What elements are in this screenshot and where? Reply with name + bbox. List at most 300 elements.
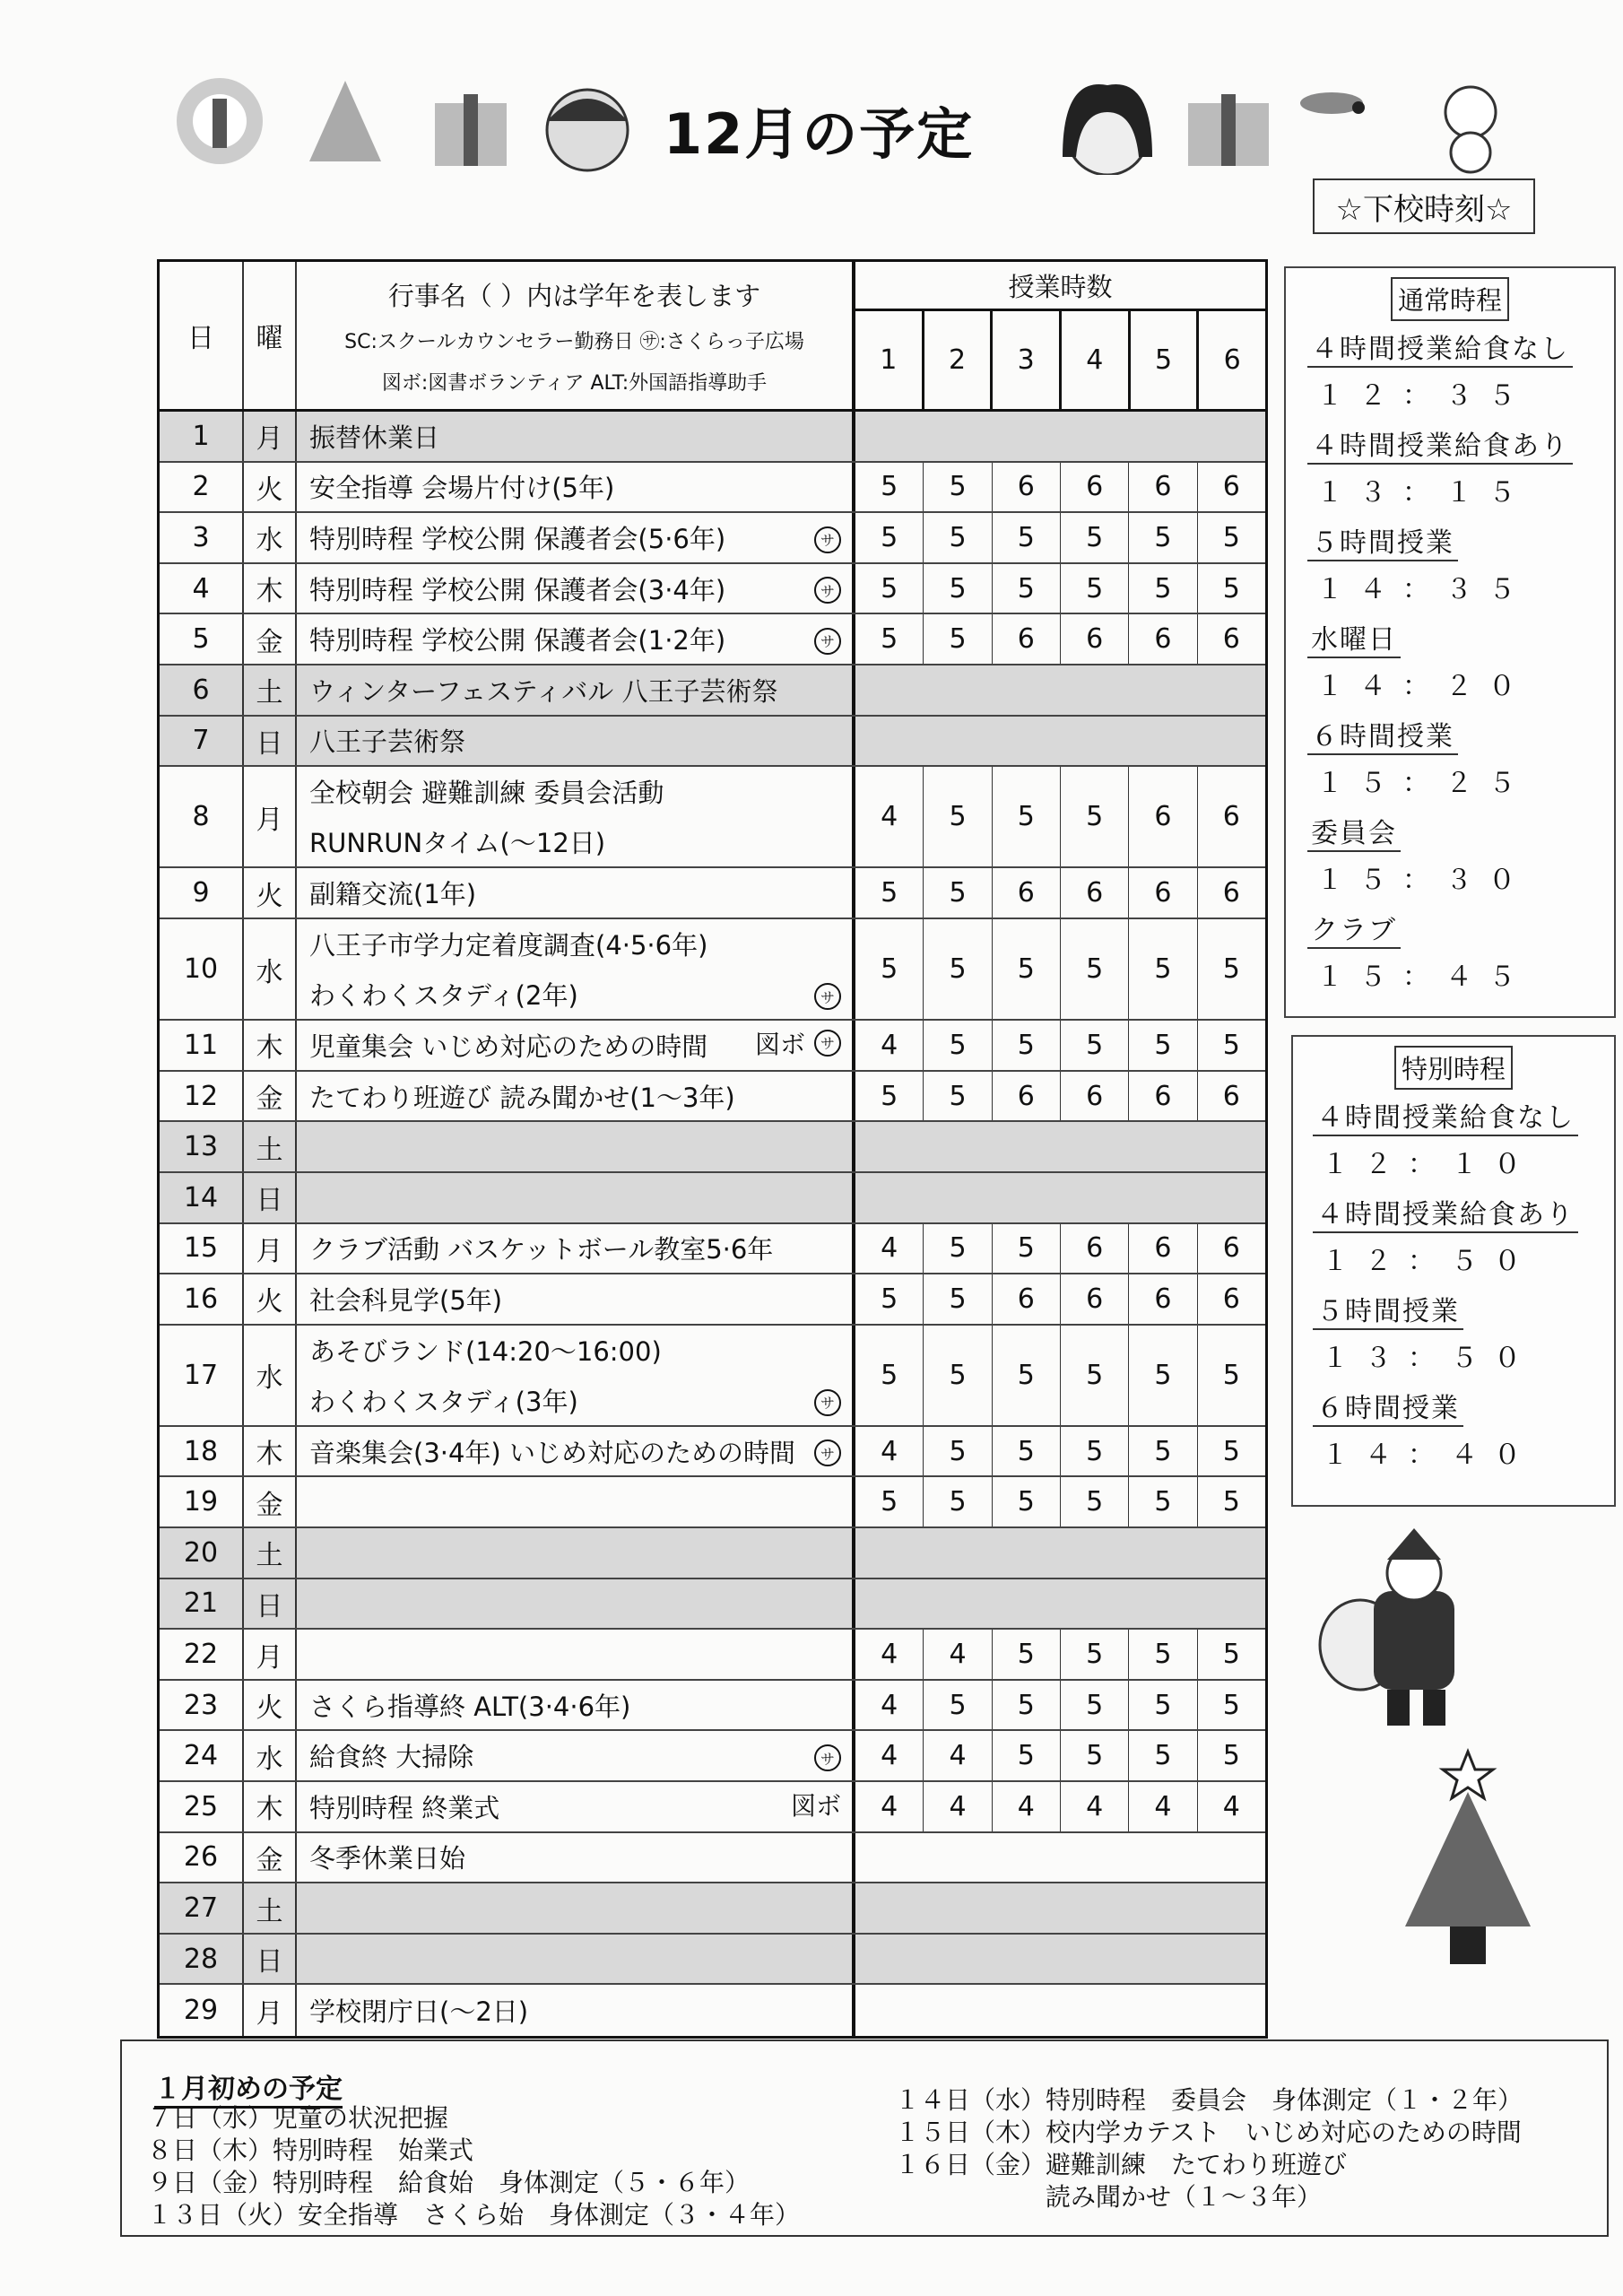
weekday-cell: 月 <box>244 412 297 461</box>
event-text: 冬季休業日始 <box>309 1843 466 1874</box>
library-volunteer-mark: 図ボ <box>754 1029 805 1059</box>
key-ornament-icon <box>177 78 263 164</box>
event-text: わくわくスタディ(3年) <box>309 1386 578 1417</box>
hours-value: 6 <box>1061 1274 1129 1324</box>
hours-value: 4 <box>855 767 924 866</box>
header-day: 日 <box>160 262 244 409</box>
weekday-cell: 日 <box>244 1935 297 1984</box>
table-row <box>160 1021 1265 1072</box>
hours-value: 5 <box>924 564 992 613</box>
table-row <box>160 919 1265 1021</box>
hours-cells <box>855 1477 1265 1526</box>
table-row <box>160 412 1265 463</box>
event-cell <box>297 1833 855 1883</box>
table-header <box>160 262 1265 412</box>
grade-header: 1 <box>855 311 924 409</box>
event-cell <box>297 564 855 613</box>
weekday-cell: 土 <box>244 665 297 715</box>
day-cell: 20 <box>160 1528 244 1578</box>
table-row <box>160 665 1265 717</box>
hours-value: 4 <box>855 1681 924 1730</box>
dismissal-time: １５：４５ <box>1316 961 1532 993</box>
january-item: ９日（金）特別時程 給食始 身体測定（５・６年） <box>147 2168 751 2197</box>
event-tags <box>791 1787 841 1822</box>
event-text: 八王子芸術祭 <box>309 726 466 758</box>
hours-value: 5 <box>993 919 1061 1019</box>
sakurakko-hiroba-mark: サ <box>814 983 841 1010</box>
event-text: クラブ活動 バスケットボール教室5·6年 <box>309 1234 774 1265</box>
hours-value: 5 <box>1222 572 1240 604</box>
sakurakko-hiroba-mark: サ <box>814 1439 841 1466</box>
hours-value: 5 <box>1061 1731 1129 1780</box>
table-row <box>160 1528 1265 1579</box>
table-row <box>160 1427 1265 1478</box>
day-cell: 8 <box>160 767 244 866</box>
hours-value: 6 <box>1061 614 1129 664</box>
event-cell <box>297 1021 855 1070</box>
normal-schedule-title: 通常時程 <box>1391 277 1509 321</box>
january-item: ７日（水）児童の状況把握 <box>147 2103 449 2133</box>
day-cell: 11 <box>160 1021 244 1070</box>
january-item: １５日（木）校内学カテスト いじめ対応のための時間 <box>895 2118 1522 2147</box>
hours-value: 5 <box>1222 1639 1240 1671</box>
hours-value: 5 <box>993 564 1061 613</box>
table-row <box>160 1224 1265 1275</box>
hours-value: 5 <box>1061 767 1129 866</box>
hours-value: 5 <box>1129 1427 1197 1476</box>
hours-value: 5 <box>993 1326 1061 1425</box>
day-cell: 4 <box>160 564 244 613</box>
weekday-cell: 月 <box>244 767 297 866</box>
dismissal-label <box>1307 902 1593 949</box>
day-cell: 27 <box>160 1883 244 1933</box>
weekday-cell: 火 <box>244 1681 297 1730</box>
hours-cells <box>855 1630 1265 1679</box>
event-cell <box>297 1985 855 2036</box>
event-text: 特別時程 終業式 <box>309 1792 500 1823</box>
day-cell: 2 <box>160 463 244 512</box>
header-weekday: 曜 <box>244 262 297 409</box>
hours-value: 4 <box>1129 1782 1197 1831</box>
hours-value: 5 <box>924 1274 992 1324</box>
holly-icon <box>1300 92 1365 114</box>
hours-value: 5 <box>1222 1029 1240 1061</box>
event-text: 副籍交流(1年) <box>309 879 477 910</box>
weekday-cell: 日 <box>244 1579 297 1629</box>
day-cell: 10 <box>160 919 244 1019</box>
hours-value: 5 <box>1129 1731 1197 1780</box>
hours-value: 4 <box>855 1731 924 1780</box>
hours-value: 6 <box>1061 1072 1129 1121</box>
table-row <box>160 1122 1265 1173</box>
hours-value: 6 <box>1061 1224 1129 1274</box>
event-tags <box>814 1389 841 1416</box>
weekday-cell: 金 <box>244 1833 297 1883</box>
hours-value: 5 <box>924 1021 992 1070</box>
hours-value: 5 <box>1061 1427 1129 1476</box>
weekday-cell: 月 <box>244 1630 297 1679</box>
event-cell <box>297 1072 855 1121</box>
hours-value: 4 <box>855 1630 924 1679</box>
dismissal-label <box>1307 805 1593 852</box>
hours-value: 6 <box>993 1072 1061 1121</box>
hours-value: 5 <box>855 1477 924 1526</box>
hours-value: 6 <box>1222 1232 1240 1265</box>
christmas-tree-illustration <box>1396 1747 1540 1971</box>
weekday-cell: 月 <box>244 1985 297 2036</box>
event-cell <box>297 412 855 461</box>
sakurakko-hiroba-mark: サ <box>814 1744 841 1771</box>
hours-value: 5 <box>924 1072 992 1121</box>
hours-value: 4 <box>993 1782 1061 1831</box>
gift-ornament-icon <box>1188 94 1269 166</box>
day-cell: 14 <box>160 1173 244 1222</box>
event-text: 音楽集会(3·4年) いじめ対応のための時間 <box>309 1437 795 1468</box>
dismissal-label-text: ４時間授業給食なし <box>1313 1095 1578 1136</box>
hours-value: 5 <box>924 463 992 512</box>
grade-header: 2 <box>924 311 994 409</box>
dismissal-time: １２：５０ <box>1322 1246 1537 1277</box>
dismissal-label-text: ５時間授業 <box>1307 520 1458 561</box>
hours-value: 5 <box>993 767 1061 866</box>
snowman-icon <box>1445 87 1496 172</box>
hours-value: 5 <box>1222 1486 1240 1518</box>
event-text: あそびランド(14:20～16:00) <box>309 1335 662 1367</box>
hours-value: 5 <box>1061 919 1129 1019</box>
weekday-cell: 月 <box>244 1224 297 1274</box>
hours-value: 5 <box>924 767 992 866</box>
hours-value: 5 <box>1129 1477 1197 1526</box>
hours-cells <box>855 665 1265 715</box>
event-text: 特別時程 学校公開 保護者会(1·2年) <box>309 625 726 657</box>
table-row <box>160 513 1265 564</box>
table-row <box>160 1883 1265 1935</box>
hours-value: 5 <box>924 1681 992 1730</box>
event-cell <box>297 1224 855 1274</box>
hours-value: 5 <box>1061 1326 1129 1425</box>
girl-face-icon <box>1063 84 1152 175</box>
weekday-cell: 土 <box>244 1122 297 1171</box>
event-cell <box>297 1274 855 1324</box>
day-cell: 1 <box>160 412 244 461</box>
sakurakko-hiroba-mark: サ <box>814 1030 841 1057</box>
hours-value: 5 <box>924 1326 992 1425</box>
event-cell <box>297 1630 855 1679</box>
hours-cells <box>855 919 1265 1019</box>
event-text: 安全指導 会場片付け(5年) <box>309 473 615 504</box>
event-cell <box>297 665 855 715</box>
hours-cells <box>855 1935 1265 1984</box>
dismissal-label <box>1313 1187 1594 1233</box>
day-cell: 21 <box>160 1579 244 1629</box>
dismissal-label <box>1307 418 1593 465</box>
hours-value: 6 <box>1222 1080 1240 1112</box>
header-hours <box>855 262 1265 409</box>
hours-cells <box>855 614 1265 664</box>
event-tags <box>814 526 841 553</box>
weekday-cell: 火 <box>244 463 297 512</box>
day-cell: 23 <box>160 1681 244 1730</box>
table-row <box>160 717 1265 768</box>
event-tags <box>814 1744 841 1771</box>
sakurakko-hiroba-mark: サ <box>814 526 841 553</box>
event-tags <box>814 577 841 604</box>
grade-header: 5 <box>1131 311 1200 409</box>
hours-cells <box>855 1274 1265 1324</box>
event-cell <box>297 1782 855 1831</box>
event-cell <box>297 1122 855 1171</box>
dismissal-time: １３：１５ <box>1316 477 1532 509</box>
dismissal-label <box>1307 612 1593 658</box>
dismissal-time: １３：５０ <box>1322 1343 1537 1374</box>
dismissal-label-text: 委員会 <box>1307 811 1401 852</box>
hours-value: 6 <box>1222 877 1240 909</box>
hours-value: 5 <box>855 614 924 664</box>
day-cell: 7 <box>160 717 244 766</box>
hours-value: 4 <box>924 1630 992 1679</box>
hours-value: 5 <box>993 1224 1061 1274</box>
hours-cells <box>855 412 1265 461</box>
event-text: 特別時程 学校公開 保護者会(5·6年) <box>309 523 726 554</box>
event-cell <box>297 513 855 562</box>
hours-cells <box>855 1681 1265 1730</box>
dismissal-time: １２：１０ <box>1322 1149 1537 1180</box>
hours-cells <box>855 1173 1265 1222</box>
hours-value: 5 <box>993 513 1061 562</box>
hours-cells <box>855 1021 1265 1070</box>
hours-value: 5 <box>1222 1689 1240 1721</box>
hours-cells <box>855 1833 1265 1883</box>
weekday-cell: 金 <box>244 1072 297 1121</box>
special-schedule-box <box>1291 1035 1616 1507</box>
table-row <box>160 1681 1265 1732</box>
header-legend-2: 図ボ:図書ボランティア ALT:外国語指導助手 <box>381 371 768 395</box>
hours-value: 5 <box>855 868 924 918</box>
hours-value: 5 <box>924 919 992 1019</box>
event-text: 社会科見学(5年) <box>309 1284 503 1316</box>
january-item: 読み聞かせ（１～３年） <box>895 2182 1323 2212</box>
header-event-title: 行事名（ ）内は学年を表します <box>387 280 761 311</box>
hours-value: 4 <box>1061 1782 1129 1831</box>
day-cell: 24 <box>160 1731 244 1780</box>
dismissal-label-text: クラブ <box>1307 908 1401 949</box>
weekday-cell: 水 <box>244 1326 297 1425</box>
hours-cells <box>855 767 1265 866</box>
table-row <box>160 1477 1265 1528</box>
schedule-table <box>157 259 1268 2039</box>
table-row <box>160 1326 1265 1427</box>
event-tags <box>814 628 841 655</box>
dismissal-label-text: ６時間授業 <box>1307 714 1458 755</box>
event-text: ウィンターフェスティバル 八王子芸術祭 <box>309 675 778 707</box>
dismissal-label-text: ４時間授業給食なし <box>1307 326 1573 368</box>
dismissal-time: １４：４０ <box>1322 1439 1537 1471</box>
day-cell: 28 <box>160 1935 244 1984</box>
grade-header: 3 <box>993 311 1062 409</box>
dismissal-label-text: ４時間授業給食あり <box>1307 423 1573 465</box>
hours-value: 6 <box>1129 1274 1197 1324</box>
hours-cells <box>855 1579 1265 1629</box>
table-row <box>160 1731 1265 1782</box>
hours-value: 5 <box>993 1477 1061 1526</box>
hours-cells <box>855 717 1265 766</box>
dismissal-label <box>1313 1090 1594 1136</box>
table-row <box>160 1173 1265 1224</box>
hours-value: 6 <box>1222 801 1240 833</box>
hours-value: 5 <box>924 1224 992 1274</box>
hours-value: 5 <box>1222 1359 1240 1391</box>
hours-value: 5 <box>1129 564 1197 613</box>
weekday-cell: 水 <box>244 1731 297 1780</box>
hours-value: 6 <box>1061 868 1129 918</box>
hours-value: 6 <box>993 1274 1061 1324</box>
header-event <box>297 262 855 409</box>
dismissal-time: １２：３５ <box>1316 380 1532 412</box>
table-row <box>160 614 1265 665</box>
event-text: 全校朝会 避難訓練 委員会活動 <box>309 778 664 809</box>
hours-cells <box>855 1528 1265 1578</box>
weekday-cell: 木 <box>244 1427 297 1476</box>
weekday-cell: 土 <box>244 1883 297 1933</box>
hours-value: 5 <box>855 1274 924 1324</box>
table-row <box>160 1072 1265 1123</box>
hours-value: 5 <box>1222 953 1240 986</box>
hours-value: 5 <box>924 513 992 562</box>
gift-ornament-icon <box>435 94 507 166</box>
january-item: ８日（木）特別時程 始業式 <box>147 2135 474 2165</box>
hours-value: 5 <box>993 1681 1061 1730</box>
day-cell: 22 <box>160 1630 244 1679</box>
hours-value: 6 <box>1129 868 1197 918</box>
table-row <box>160 1985 1265 2036</box>
hours-value: 5 <box>1222 521 1240 553</box>
hours-cells <box>855 1985 1265 2036</box>
weekday-cell: 日 <box>244 717 297 766</box>
grade-header: 6 <box>1223 344 1241 376</box>
day-cell: 9 <box>160 868 244 918</box>
hours-value: 5 <box>1061 1021 1129 1070</box>
library-volunteer-mark: 図ボ <box>790 1790 841 1821</box>
event-text: さくら指導終 ALT(3·4·6年) <box>309 1691 631 1722</box>
hours-cells <box>855 1072 1265 1121</box>
hours-value: 6 <box>993 868 1061 918</box>
hours-value: 5 <box>855 513 924 562</box>
table-row <box>160 463 1265 514</box>
day-cell: 17 <box>160 1326 244 1425</box>
event-cell <box>297 1731 855 1780</box>
hours-cells <box>855 1731 1265 1780</box>
day-cell: 6 <box>160 665 244 715</box>
day-cell: 15 <box>160 1224 244 1274</box>
special-schedule-title: 特別時程 <box>1394 1046 1513 1090</box>
hours-cells <box>855 513 1265 562</box>
grade-header: 4 <box>1062 311 1131 409</box>
hours-value: 5 <box>1129 919 1197 1019</box>
hours-value: 4 <box>924 1782 992 1831</box>
day-cell: 26 <box>160 1833 244 1883</box>
hours-value: 5 <box>855 1072 924 1121</box>
event-cell <box>297 1477 855 1526</box>
event-text: 八王子市学力定着度調査(4·5·6年) <box>309 930 708 961</box>
table-row <box>160 1935 1265 1986</box>
hours-value: 5 <box>993 1021 1061 1070</box>
weekday-cell: 木 <box>244 1782 297 1831</box>
event-cell <box>297 614 855 664</box>
hours-value: 4 <box>855 1782 924 1831</box>
event-cell <box>297 1326 855 1425</box>
table-row <box>160 564 1265 615</box>
header-legend-1: SC:スクールカウンセラー勤務日 ㋚:さくらっ子広場 <box>344 330 804 353</box>
day-cell: 3 <box>160 513 244 562</box>
dismissal-label <box>1307 709 1593 755</box>
january-item: １６日（金）避難訓練 たてわり班遊び <box>895 2150 1348 2179</box>
dismissal-title: ☆下校時刻☆ <box>1313 178 1535 234</box>
normal-schedule-box <box>1284 266 1616 1018</box>
hours-value: 5 <box>1129 1681 1197 1730</box>
weekday-cell: 木 <box>244 1021 297 1070</box>
page-title: 12月の予定 <box>664 101 975 167</box>
hours-value: 6 <box>1222 623 1240 656</box>
dismissal-label <box>1307 321 1593 368</box>
weekday-cell: 金 <box>244 614 297 664</box>
hours-value: 5 <box>1129 513 1197 562</box>
hours-value: 4 <box>1222 1790 1240 1822</box>
event-cell <box>297 767 855 866</box>
dismissal-label-text: ６時間授業 <box>1313 1386 1463 1427</box>
hours-value: 4 <box>924 1731 992 1780</box>
hours-value: 5 <box>924 1477 992 1526</box>
weekday-cell: 水 <box>244 919 297 1019</box>
event-tags <box>755 1025 841 1061</box>
weekday-cell: 土 <box>244 1528 297 1578</box>
table-row <box>160 1274 1265 1326</box>
dismissal-label <box>1313 1283 1594 1330</box>
event-cell <box>297 1427 855 1476</box>
dismissal-label-text: ４時間授業給食あり <box>1313 1192 1578 1233</box>
hours-value: 4 <box>855 1021 924 1070</box>
event-text: わくわくスタディ(2年) <box>309 979 578 1011</box>
table-row <box>160 1782 1265 1833</box>
dismissal-label-text: ５時間授業 <box>1313 1289 1463 1330</box>
hours-value: 4 <box>855 1427 924 1476</box>
hours-value: 5 <box>1129 1021 1197 1070</box>
dismissal-time: １４：２０ <box>1316 671 1532 702</box>
hours-cells <box>855 1427 1265 1476</box>
hours-value: 5 <box>924 1427 992 1476</box>
hours-cells <box>855 868 1265 918</box>
tree-ornament-icon <box>309 81 381 161</box>
table-row <box>160 868 1265 919</box>
hours-cells <box>855 1224 1265 1274</box>
day-cell: 12 <box>160 1072 244 1121</box>
hours-value: 5 <box>855 919 924 1019</box>
event-cell <box>297 1883 855 1933</box>
hours-cells <box>855 1122 1265 1171</box>
hours-value: 5 <box>855 463 924 512</box>
dismissal-label <box>1313 1380 1594 1427</box>
hours-value: 5 <box>993 1731 1061 1780</box>
dismissal-label-text: 水曜日 <box>1307 617 1401 658</box>
event-cell <box>297 919 855 1019</box>
event-cell <box>297 1173 855 1222</box>
hours-value: 6 <box>1129 1224 1197 1274</box>
dismissal-label <box>1307 515 1593 561</box>
hours-value: 5 <box>924 614 992 664</box>
hours-value: 6 <box>993 614 1061 664</box>
weekday-cell: 火 <box>244 1274 297 1324</box>
hours-value: 6 <box>1129 463 1197 512</box>
hours-value: 6 <box>1129 1072 1197 1121</box>
